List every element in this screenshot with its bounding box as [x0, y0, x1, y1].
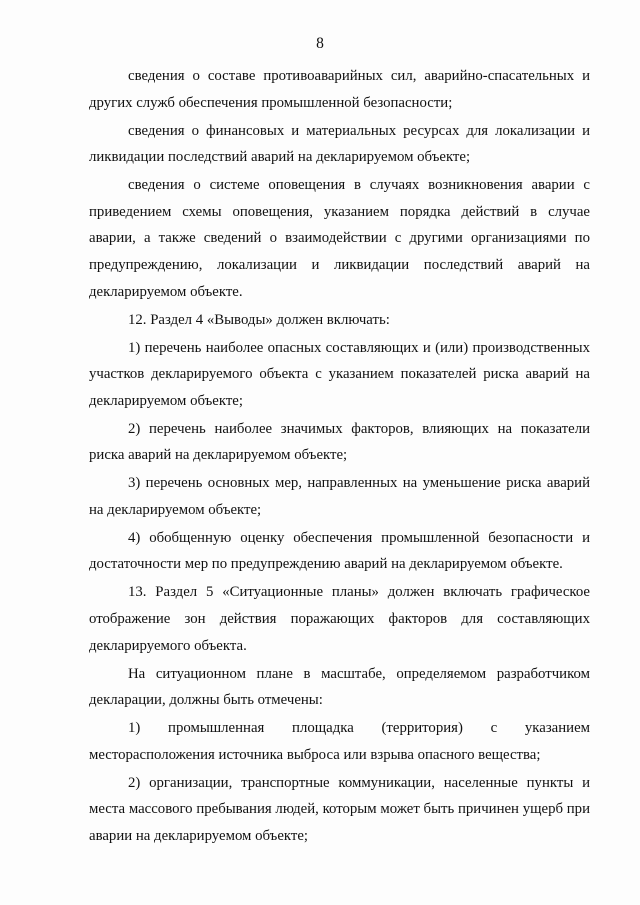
paragraph-5: 1) перечень наиболее опасных составляющих и (или) производственных участков декларируемого объекта с указанием показателей риска аварий на декларируемом объекте;	[89, 339, 590, 409]
paragraph-12: 2) организации, транспортные коммуникации, населенные пункты и места массового пребывания людей, которым может быть причинен ущерб при аварии на декларируемом объекте;	[89, 774, 590, 844]
paragraph-8: 4) обобщенную оценку обеспечения промышленной безопасности и достаточности мер по предупреждению аварий на декларируемом объекте.	[89, 529, 590, 573]
page-number: 8	[316, 35, 324, 52]
paragraph-6: 2) перечень наиболее значимых факторов, влияющих на показатели риска аварий на декларируемом объекте;	[89, 420, 590, 464]
paragraph-7: 3) перечень основных мер, направленных на уменьшение риска аварий на декларируемом объекте;	[89, 475, 590, 518]
paragraph-4: 12. Раздел 4 «Выводы» должен включать:	[128, 311, 390, 328]
paragraph-9: 13. Раздел 5 «Ситуационные планы» должен включать графическое отображение зон действия поражающих факторов для составляющих декларируемого объекта.	[89, 584, 590, 654]
document-body	[89, 63, 590, 851]
paragraph-2: сведения о финансовых и материальных ресурсах для локализации и ликвидации последствий аварий на декларируемом объекте;	[89, 122, 590, 166]
paragraph-1: сведения о составе противоаварийных сил, аварийно-спасательных и других служб обеспечения промышленной безопасности;	[89, 68, 590, 111]
paragraph-10: На ситуационном плане в масштабе, определяемом разработчиком декларации, должны быть отмечены:	[89, 665, 590, 709]
paragraph-3: сведения о системе оповещения в случаях возникновения аварии с приведением схемы оповещения, указанием порядка действий в случае аварии, а также сведений о взаимодействии с другими организациями по предупреждению, локализации и ликвидации последствий аварий на декларируемом объекте.	[89, 177, 590, 300]
paragraph-11: 1) промышленная площадка (территория) с указанием месторасположения источника выброса или взрыва опасного вещества;	[89, 720, 590, 763]
